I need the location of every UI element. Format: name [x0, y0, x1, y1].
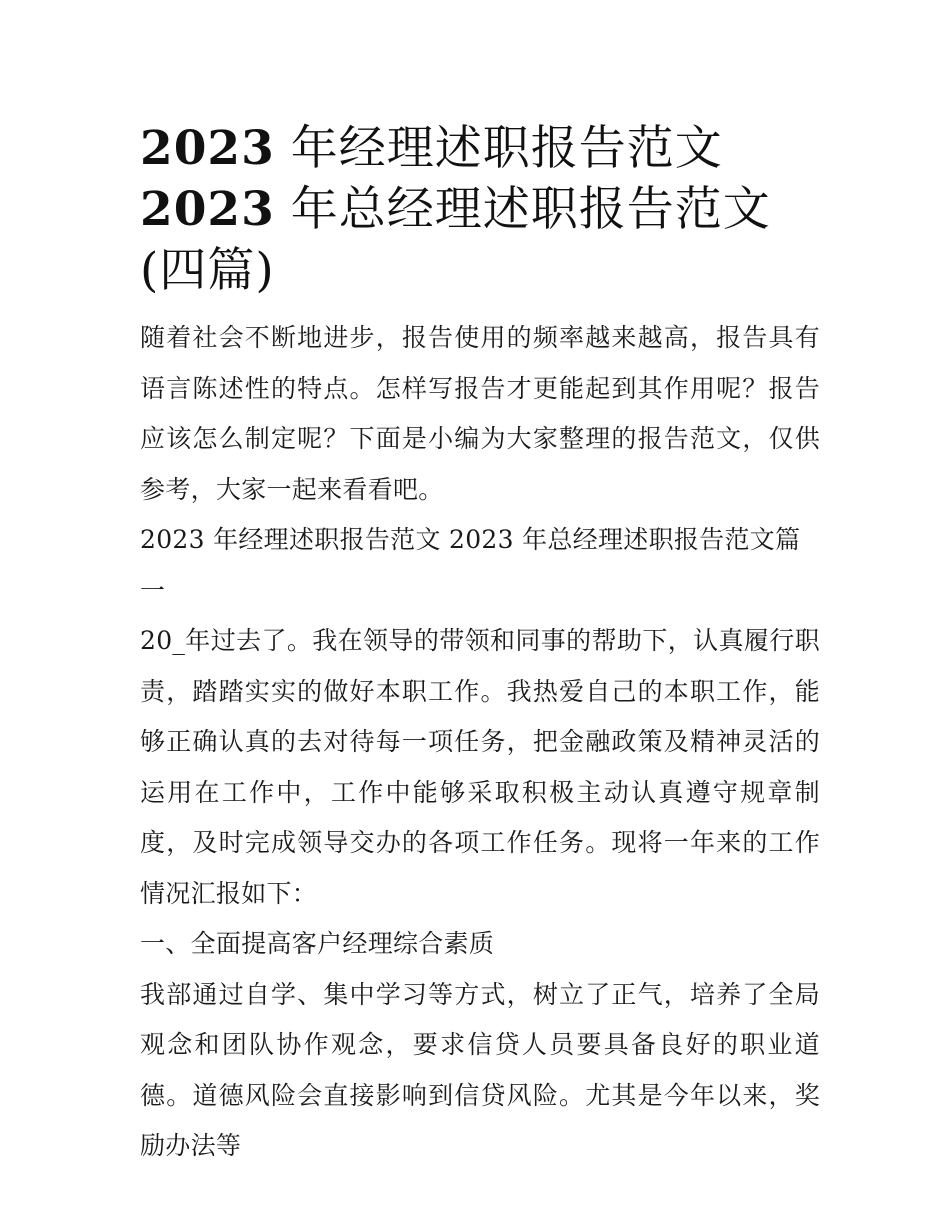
- document-title: [140, 118, 820, 301]
- body-paragraph: 我部通过自学、集中学习等方式，树立了正气，培养了全局观念和团队协作观念，要求信贷人员要具备良好的职业道德。道德风险会直接影响到信贷风险。尤其是今年以来，奖励办法等: [140, 979, 820, 1160]
- title-line-1: [140, 118, 820, 179]
- title-text-2: 年总经理述职报告范文: [274, 182, 771, 237]
- title-year-1: 2023: [140, 121, 275, 176]
- section-heading-article-1: 2023 年经理述职报告范文 2023 年总经理述职报告范文篇一: [140, 525, 801, 605]
- body-paragraph: 20_年过去了。我在领导的带领和同事的帮助下，认真履行职责，踏踏实实的做好本职工作。我热爱自己的本职工作，能够正确认真的去对待每一项任务，把金融政策及精神灵活的运用在工作中，工作中能够采取积极主动认真遵守规章制度，及时完成领导交办的各项工作任务。现将一年来的工作情况汇报如下：: [140, 626, 820, 908]
- document-content: [140, 118, 820, 1172]
- title-text-1: 年经理述职报告范文: [274, 121, 723, 176]
- title-line-3: (四篇): [140, 243, 275, 298]
- document-body: [140, 313, 820, 1172]
- title-line-2: [140, 179, 820, 240]
- section-heading-1: 一、全面提高客户经理综合素质: [140, 929, 495, 958]
- intro-paragraph: 随着社会不断地进步，报告使用的频率越来越高，报告具有语言陈述性的特点。怎样写报告才更能起到其作用呢？报告应该怎么制定呢？下面是小编为大家整理的报告范文，仅供参考，大家一起来看看吧。: [140, 323, 820, 504]
- title-year-2: 2023: [140, 182, 275, 237]
